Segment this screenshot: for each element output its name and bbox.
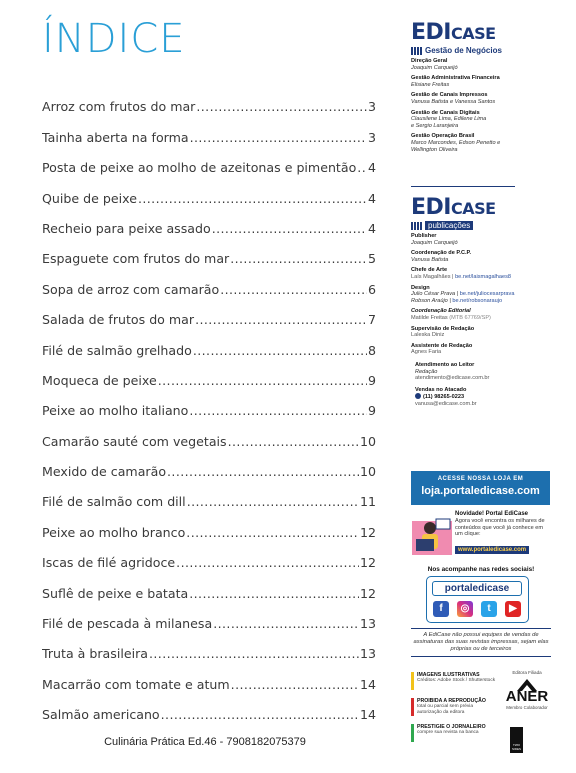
toc-leader-dots — [196, 99, 367, 114]
credits-management: Direção Geral Joaquim Carqueijó Gestão Administrativa Financeira Elisiane Freitas Gestão de Canais Impressos Vanusa Batista e Vanessa Santos Gestão de Canais Digitais Clausilene Lima, Edilene Lima e Sergio Laranjeira Gestão Operação Brasil Marco Marcondes, Edson Penetto e Wellington Oliveira — [411, 58, 501, 153]
toc-entry[interactable] — [42, 449, 376, 479]
toc-leader-dots — [189, 586, 359, 601]
toc-entry-title: Mexido de camarão — [42, 464, 167, 480]
table-of-contents — [42, 84, 376, 722]
toc-entry[interactable] — [42, 358, 376, 388]
toc-leader-dots — [158, 373, 367, 388]
social-label: Nos acompanhe nas redes sociais! — [427, 566, 535, 573]
toc-entry-page: 13 — [359, 616, 376, 632]
toc-entry[interactable] — [42, 479, 376, 509]
toc-entry-title: Camarão sauté com vegetais — [42, 433, 227, 449]
toc-entry-title: Quibe de peixe — [42, 190, 137, 206]
toc-entry-page: 9 — [367, 372, 376, 388]
toc-entry[interactable] — [42, 631, 376, 661]
toc-entry-title: Salada de frutos do mar — [42, 312, 195, 328]
shop-url[interactable]: loja.portaledicase.com — [421, 485, 540, 497]
toc-entry[interactable] — [42, 692, 376, 722]
subscription-disclaimer: A EdiCase não possui equipes de vendas de assinaturas das suas revistas impressas, sejam elas próprias ou de terceiros — [411, 628, 551, 657]
toc-entry-page: 10 — [359, 433, 376, 449]
toc-leader-dots — [161, 707, 359, 722]
toc-entry-title: Moqueca de peixe — [42, 372, 157, 388]
toc-leader-dots — [220, 282, 367, 297]
edition-footer: Culinária Prática Ed.46 - 7908182075379 — [104, 736, 306, 748]
toc-entry-title: Salmão americano — [42, 707, 160, 723]
design-portfolio-link-1[interactable]: be.net/juliocesarprava — [459, 291, 515, 298]
toc-entry-page: 11 — [359, 494, 376, 510]
toc-leader-dots — [149, 646, 359, 661]
toc-entry[interactable] — [42, 236, 376, 266]
toc-entry-title: Tainha aberta na forma — [42, 129, 189, 145]
toc-leader-dots — [231, 677, 359, 692]
toc-entry-title: Arroz com frutos do mar — [42, 99, 196, 115]
toc-entry-title: Filé de salmão com dill — [42, 494, 186, 510]
toc-entry-page: 7 — [367, 312, 376, 328]
toc-entry-page: 4 — [367, 220, 376, 236]
shop-banner[interactable]: ACESSE NOSSA LOJA EM loja.portaledicase.com — [411, 471, 550, 505]
whatsapp-icon — [415, 393, 421, 399]
portal-promo: Novidade! Portal EdiCase Agora você encontra os milhares de conteúdos que você já conhece em um clique: www.portaledicase.com — [411, 510, 551, 560]
toc-entry-page: 12 — [359, 555, 376, 571]
toc-entry[interactable] — [42, 388, 376, 418]
toc-leader-dots — [230, 251, 367, 266]
toc-entry-page: 6 — [367, 281, 376, 297]
toc-leader-dots — [190, 130, 367, 145]
social-box — [426, 576, 529, 623]
youtube-icon[interactable]: ▶ — [505, 601, 521, 617]
aner-logo-icon — [517, 679, 537, 691]
toc-leader-dots — [176, 555, 359, 570]
toc-entry[interactable] — [42, 601, 376, 631]
aner-badge: Editora Filiada ANER Membro Colaborador — [505, 670, 549, 710]
toc-entry-title: Truta à brasileira — [42, 646, 148, 662]
twitter-icon[interactable]: t — [481, 601, 497, 617]
toc-entry-page: 14 — [359, 707, 376, 723]
toc-entry-page: 12 — [359, 524, 376, 540]
toc-entry-page: 8 — [367, 342, 376, 358]
credits-editorial: Publisher Joaquim Carqueijó Coordenação de P.C.P. Vanusa Batista Chefe de Arte Laís Magalhães | be.net/laismagalhaes8 Design Julio César Prava | be.net/juliocesarprava Robson Araújo | be.net/robsonaraujo Coordenação Editorial Matilde Freitas (MTB 67769/SP) Supervisão de Redação Laleska Diniz Assistente de Redação Agnes Faria Atendimento ao Leitor Redação atendimento@edicase.com.br Vendas no Atacado (11) 98265-0223 vanusa@edicase.com.br — [411, 233, 551, 407]
toc-entry[interactable] — [42, 297, 376, 327]
toc-entry-title: Iscas de filé agridoce — [42, 555, 176, 571]
divider — [411, 186, 515, 187]
toc-entry-page: 9 — [367, 403, 376, 419]
logo-bars-icon — [411, 47, 423, 55]
toc-entry-title: Peixe ao molho italiano — [42, 403, 189, 419]
toc-entry-page: 5 — [367, 251, 376, 267]
toc-leader-dots — [187, 494, 359, 509]
toc-entry-title: Filé de salmão grelhado — [42, 342, 192, 358]
toc-leader-dots — [357, 160, 367, 175]
toc-entry-page: 3 — [367, 129, 376, 145]
toc-entry-title: Recheio para peixe assado — [42, 220, 211, 236]
toc-leader-dots — [186, 525, 359, 540]
toc-entry-page: 3 — [367, 99, 376, 115]
instagram-icon[interactable]: ◎ — [457, 601, 473, 617]
legal-images: IMAGENS ILUSTRATIVAS Créditos: Adobe Stock / Shutterstock — [411, 672, 499, 684]
toc-leader-dots — [193, 343, 367, 358]
toc-entry[interactable] — [42, 266, 376, 296]
toc-entry[interactable] — [42, 175, 376, 205]
toc-entry-title: Espaguete com frutos do mar — [42, 251, 230, 267]
facebook-icon[interactable]: f — [433, 601, 449, 617]
toc-leader-dots — [212, 221, 367, 236]
edicase-gestao-logo: EDICASE Gestão de Negócios — [411, 20, 502, 55]
toc-entry-page: 12 — [359, 585, 376, 601]
art-portfolio-link[interactable]: be.net/laismagalhaes8 — [455, 273, 512, 280]
logo-bars-icon — [411, 222, 423, 230]
toc-leader-dots — [167, 464, 359, 479]
toc-entry-title: Posta de peixe ao molho de azeitonas e pimentão — [42, 160, 357, 176]
reader-email[interactable]: atendimento@edicase.com.br — [415, 375, 490, 382]
toc-entry[interactable] — [42, 327, 376, 357]
two-sides-logo: TWO SIDES — [510, 727, 523, 753]
toc-leader-dots — [138, 191, 367, 206]
edicase-publicacoes-logo: EDICASE publicações — [411, 195, 496, 230]
wholesale-email[interactable]: vanusa@edicase.com.br — [415, 400, 477, 407]
toc-entry[interactable] — [42, 570, 376, 600]
legal-reproduction: PROIBIDA A REPRODUÇÃO total ou parcial sem prévia autorização da editora — [411, 698, 499, 715]
toc-entry-title: Sopa de arroz com camarão — [42, 281, 220, 297]
toc-entry[interactable] — [42, 114, 376, 144]
page-title: ÍNDICE — [42, 16, 186, 62]
toc-entry[interactable] — [42, 418, 376, 448]
toc-entry-page: 4 — [367, 190, 376, 206]
social-handle[interactable]: portaledicase — [432, 581, 522, 596]
toc-entry-page: 14 — [359, 676, 376, 692]
toc-leader-dots — [189, 403, 367, 418]
toc-entry-page: 13 — [359, 646, 376, 662]
toc-leader-dots — [213, 616, 359, 631]
toc-entry[interactable] — [42, 206, 376, 236]
toc-leader-dots — [195, 312, 367, 327]
toc-entry-title: Macarrão com tomate e atum — [42, 676, 230, 692]
legal-newsstand: PRESTIGIE O JORNALEIRO compre sua revista na banca — [411, 724, 499, 736]
toc-leader-dots — [228, 434, 359, 449]
toc-entry[interactable] — [42, 509, 376, 539]
toc-entry-page: 10 — [359, 464, 376, 480]
toc-entry[interactable] — [42, 661, 376, 691]
toc-entry-title: Peixe ao molho branco — [42, 524, 186, 540]
portal-url[interactable]: www.portaledicase.com — [455, 546, 529, 554]
toc-entry[interactable] — [42, 145, 376, 175]
toc-entry[interactable] — [42, 84, 376, 114]
person-with-laptop-illustration — [412, 515, 452, 555]
toc-entry-page: 4 — [367, 160, 376, 176]
toc-entry-title: Suflê de peixe e batata — [42, 585, 189, 601]
toc-entry-title: Filé de pescada à milanesa — [42, 616, 213, 632]
toc-entry[interactable] — [42, 540, 376, 570]
design-portfolio-link-2[interactable]: be.net/robsonaraujo — [452, 297, 503, 304]
